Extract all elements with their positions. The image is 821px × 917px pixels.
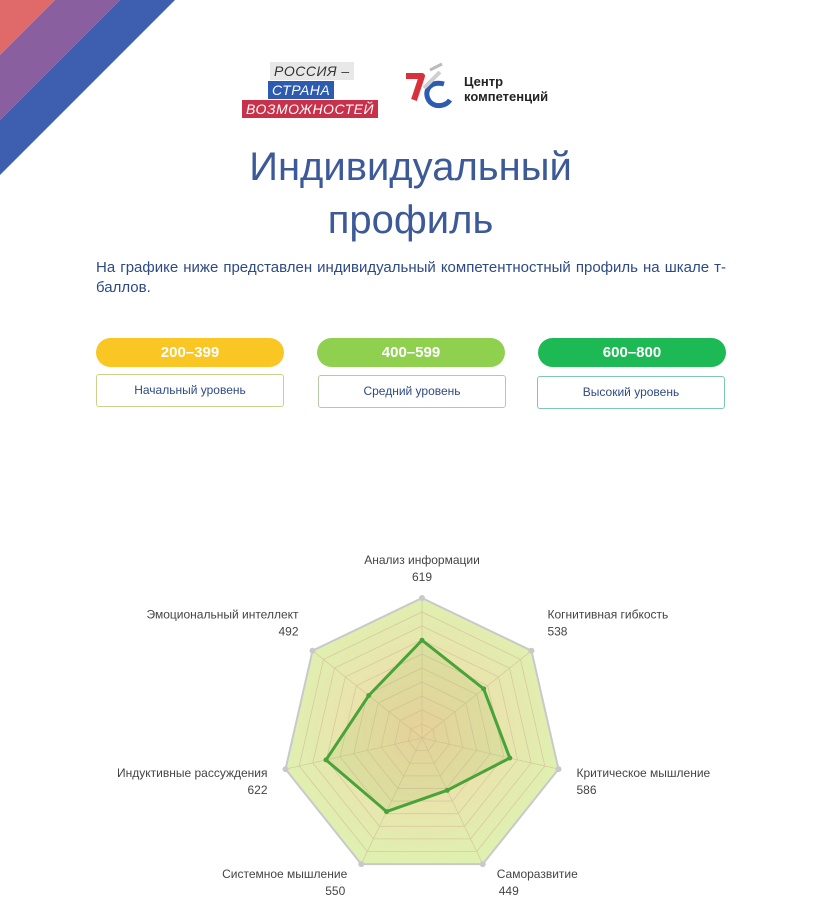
radar-data-point <box>366 693 371 698</box>
radar-axis-label: Индуктивные рассуждения <box>117 766 268 781</box>
radar-axis-label: Системное мышление <box>222 867 348 882</box>
range-pill-low: 200–399 <box>96 338 284 367</box>
radar-value-label: 538 <box>547 624 568 639</box>
level-label-mid: Средний уровень <box>318 375 506 408</box>
radar-vertex-dot <box>555 766 561 772</box>
page-title-line-1: Индивидуальный <box>249 145 572 189</box>
radar-vertex-dot <box>310 648 316 654</box>
radar-value-label: 622 <box>247 783 268 798</box>
level-label-low: Начальный уровень <box>96 374 284 407</box>
radar-axis-label: Анализ информации <box>364 553 480 567</box>
radar-value-label: 619 <box>411 570 433 584</box>
radar-vertex-dot <box>419 595 425 601</box>
logo-line-1: РОССИЯ – <box>270 62 354 80</box>
range-pill-high: 600–800 <box>538 338 726 367</box>
radar-vertex-dot <box>283 766 289 772</box>
radar-chart <box>0 540 821 917</box>
radar-data-point <box>481 686 486 691</box>
radar-axis-label: Критическое мышление <box>576 766 711 781</box>
page-title-line-2: профиль <box>327 198 494 242</box>
radar-value-label: 586 <box>576 783 597 798</box>
level-label-high: Высокий уровень <box>537 376 725 409</box>
logo2-line-2: компетенций <box>464 89 549 104</box>
russia-land-of-opportunity-logo <box>240 60 385 118</box>
radar-data-point <box>324 757 329 762</box>
logo-line-2: СТРАНА <box>268 81 334 99</box>
logo-line-3: ВОЗМОЖНОСТЕЙ <box>242 100 378 118</box>
range-pill-mid: 400–599 <box>317 338 505 367</box>
radar-axis-label: Когнитивная гибкость <box>547 607 669 622</box>
radar-data-point <box>507 756 512 761</box>
radar-vertex-dot <box>528 648 534 654</box>
logo2-line-1: Центр <box>464 74 504 89</box>
intro-text: На графике ниже представлен индивидуальный компетентностный профиль на шкале т-баллов. <box>96 259 726 296</box>
radar-data-point <box>445 788 450 793</box>
radar-value-label: 492 <box>278 624 299 639</box>
radar-value-label: 449 <box>498 884 519 899</box>
radar-data-point <box>420 638 425 643</box>
radar-vertex-dot <box>358 861 364 867</box>
competence-center-logo-text <box>464 74 548 104</box>
radar-axis-label: Эмоциональный интеллект <box>146 607 299 622</box>
radar-value-label: 550 <box>325 884 346 899</box>
radar-data-point <box>384 809 389 814</box>
competence-center-icon <box>400 62 460 114</box>
radar-axis-label: Саморазвитие <box>496 867 578 882</box>
radar-vertex-dot <box>480 861 486 867</box>
